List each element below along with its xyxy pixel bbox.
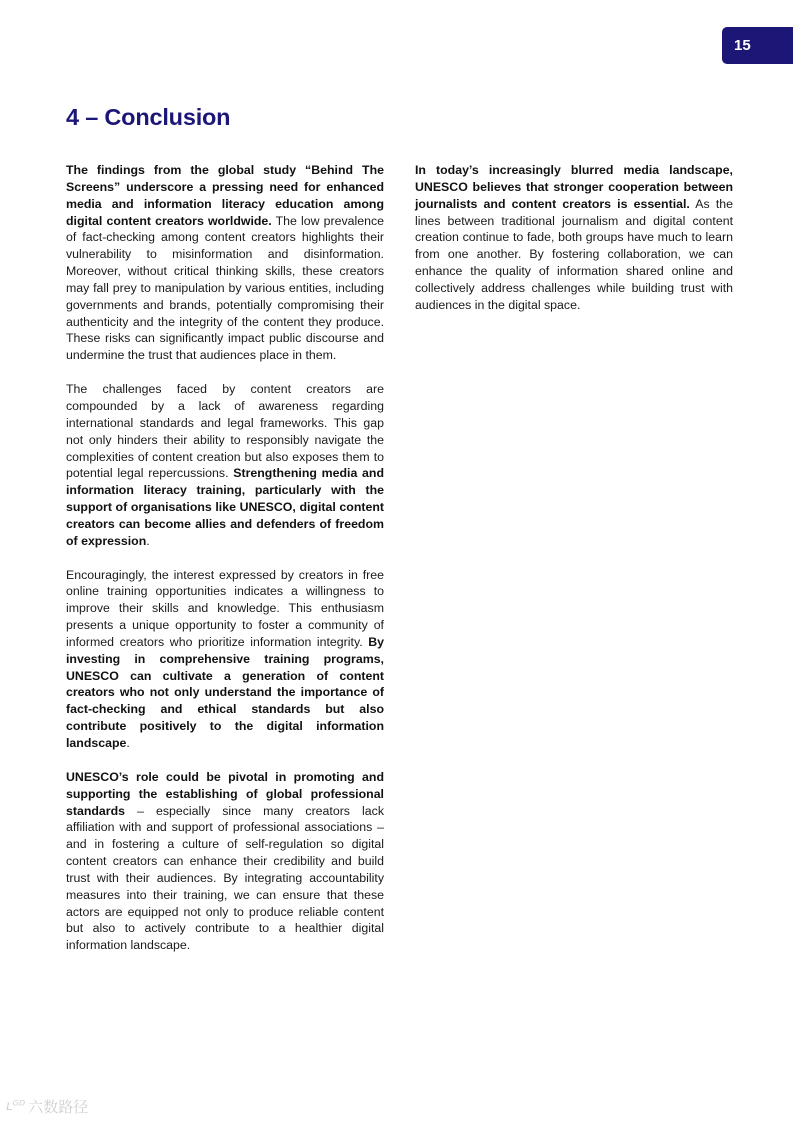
right-column xyxy=(415,162,733,331)
paragraph-text: The challenges faced by content creators are compounded by a lack of awareness regarding international standards and legal frameworks. This gap not only hinders their ability to responsibly navigate the complexities of content creation but also exposes them to potential legal repercussions. xyxy=(66,382,384,481)
left-column xyxy=(66,162,384,971)
page-number: 15 xyxy=(734,37,751,54)
watermark-logo-icon: ʟᴳᴰ xyxy=(6,1099,26,1114)
paragraph-text: The low prevalence of fact-checking among content creators highlights their vulnerability to misinformation and disinformation. Moreover, without critical thinking skills, these creators may fall prey to manipulation by various entities, including governments and brands, potentially compromising their authenticity and the integrity of the content they produce. These risks can significantly impact public discourse and undermine the trust that audiences place in them. xyxy=(66,213,385,363)
watermark-text: 六数路径 xyxy=(28,1098,89,1116)
paragraph-encouragingly xyxy=(66,567,384,752)
paragraph-findings xyxy=(66,162,384,364)
paragraph-unesco-role xyxy=(66,769,384,954)
paragraph-text: – especially since many creators lack affiliation with and support of professional associations – and in fostering a culture of self-regulation so digital content creators can enhance their credibility and build trust with their audiences. By integrating accountability measures into their training, we can ensure that these actors are equipped not only to produce reliable content but also to actively contribute to a healthier digital information landscape. xyxy=(66,803,384,953)
paragraph-bold-text: UNESCO’s role could be pivotal in promoting and supporting the establishing of global professional standards xyxy=(66,769,384,818)
paragraph-tail: . xyxy=(146,533,150,548)
paragraph-bold-text: In today’s increasingly blurred media landscape, UNESCO believes that stronger cooperation between journalists and content creators is essential. xyxy=(415,163,733,211)
paragraph-tail: . xyxy=(126,736,130,750)
paragraph-challenges xyxy=(66,381,384,549)
section-heading: 4 – Conclusion xyxy=(66,104,231,130)
paragraph-text: Encouragingly, the interest expressed by creators in free online training opportunities indicates a willingness to improve their skills and knowledge. This enthusiasm presents a unique opportunity to foster a community of informed creators who prioritize information integrity. xyxy=(66,567,384,649)
paragraph-cooperation xyxy=(415,162,733,314)
watermark xyxy=(6,1096,88,1117)
paragraph-bold-text: Strengthening media and information literacy training, particularly with the support of organisations like UNESCO, digital content creators can become allies and defenders of freedom of expression xyxy=(66,466,385,548)
page-number-badge xyxy=(722,27,793,64)
paragraph-bold-text: The findings from the global study “Behind The Screens” underscore a pressing need for enhanced media and information literacy education among digital content creators worldwide. xyxy=(66,163,384,228)
paragraph-text: As the lines between traditional journalism and digital content creation continue to fade, both groups have much to learn from one another. By fostering collaboration, we can enhance the quality of information shared online and collectively address challenges while building trust with audiences in the digital space. xyxy=(415,196,733,312)
paragraph-bold-text: By investing in comprehensive training programs, UNESCO can cultivate a generation of content creators who not only understand the importance of fact-checking and ethical standards but also contribute positively to the digital information landscape xyxy=(66,634,384,750)
